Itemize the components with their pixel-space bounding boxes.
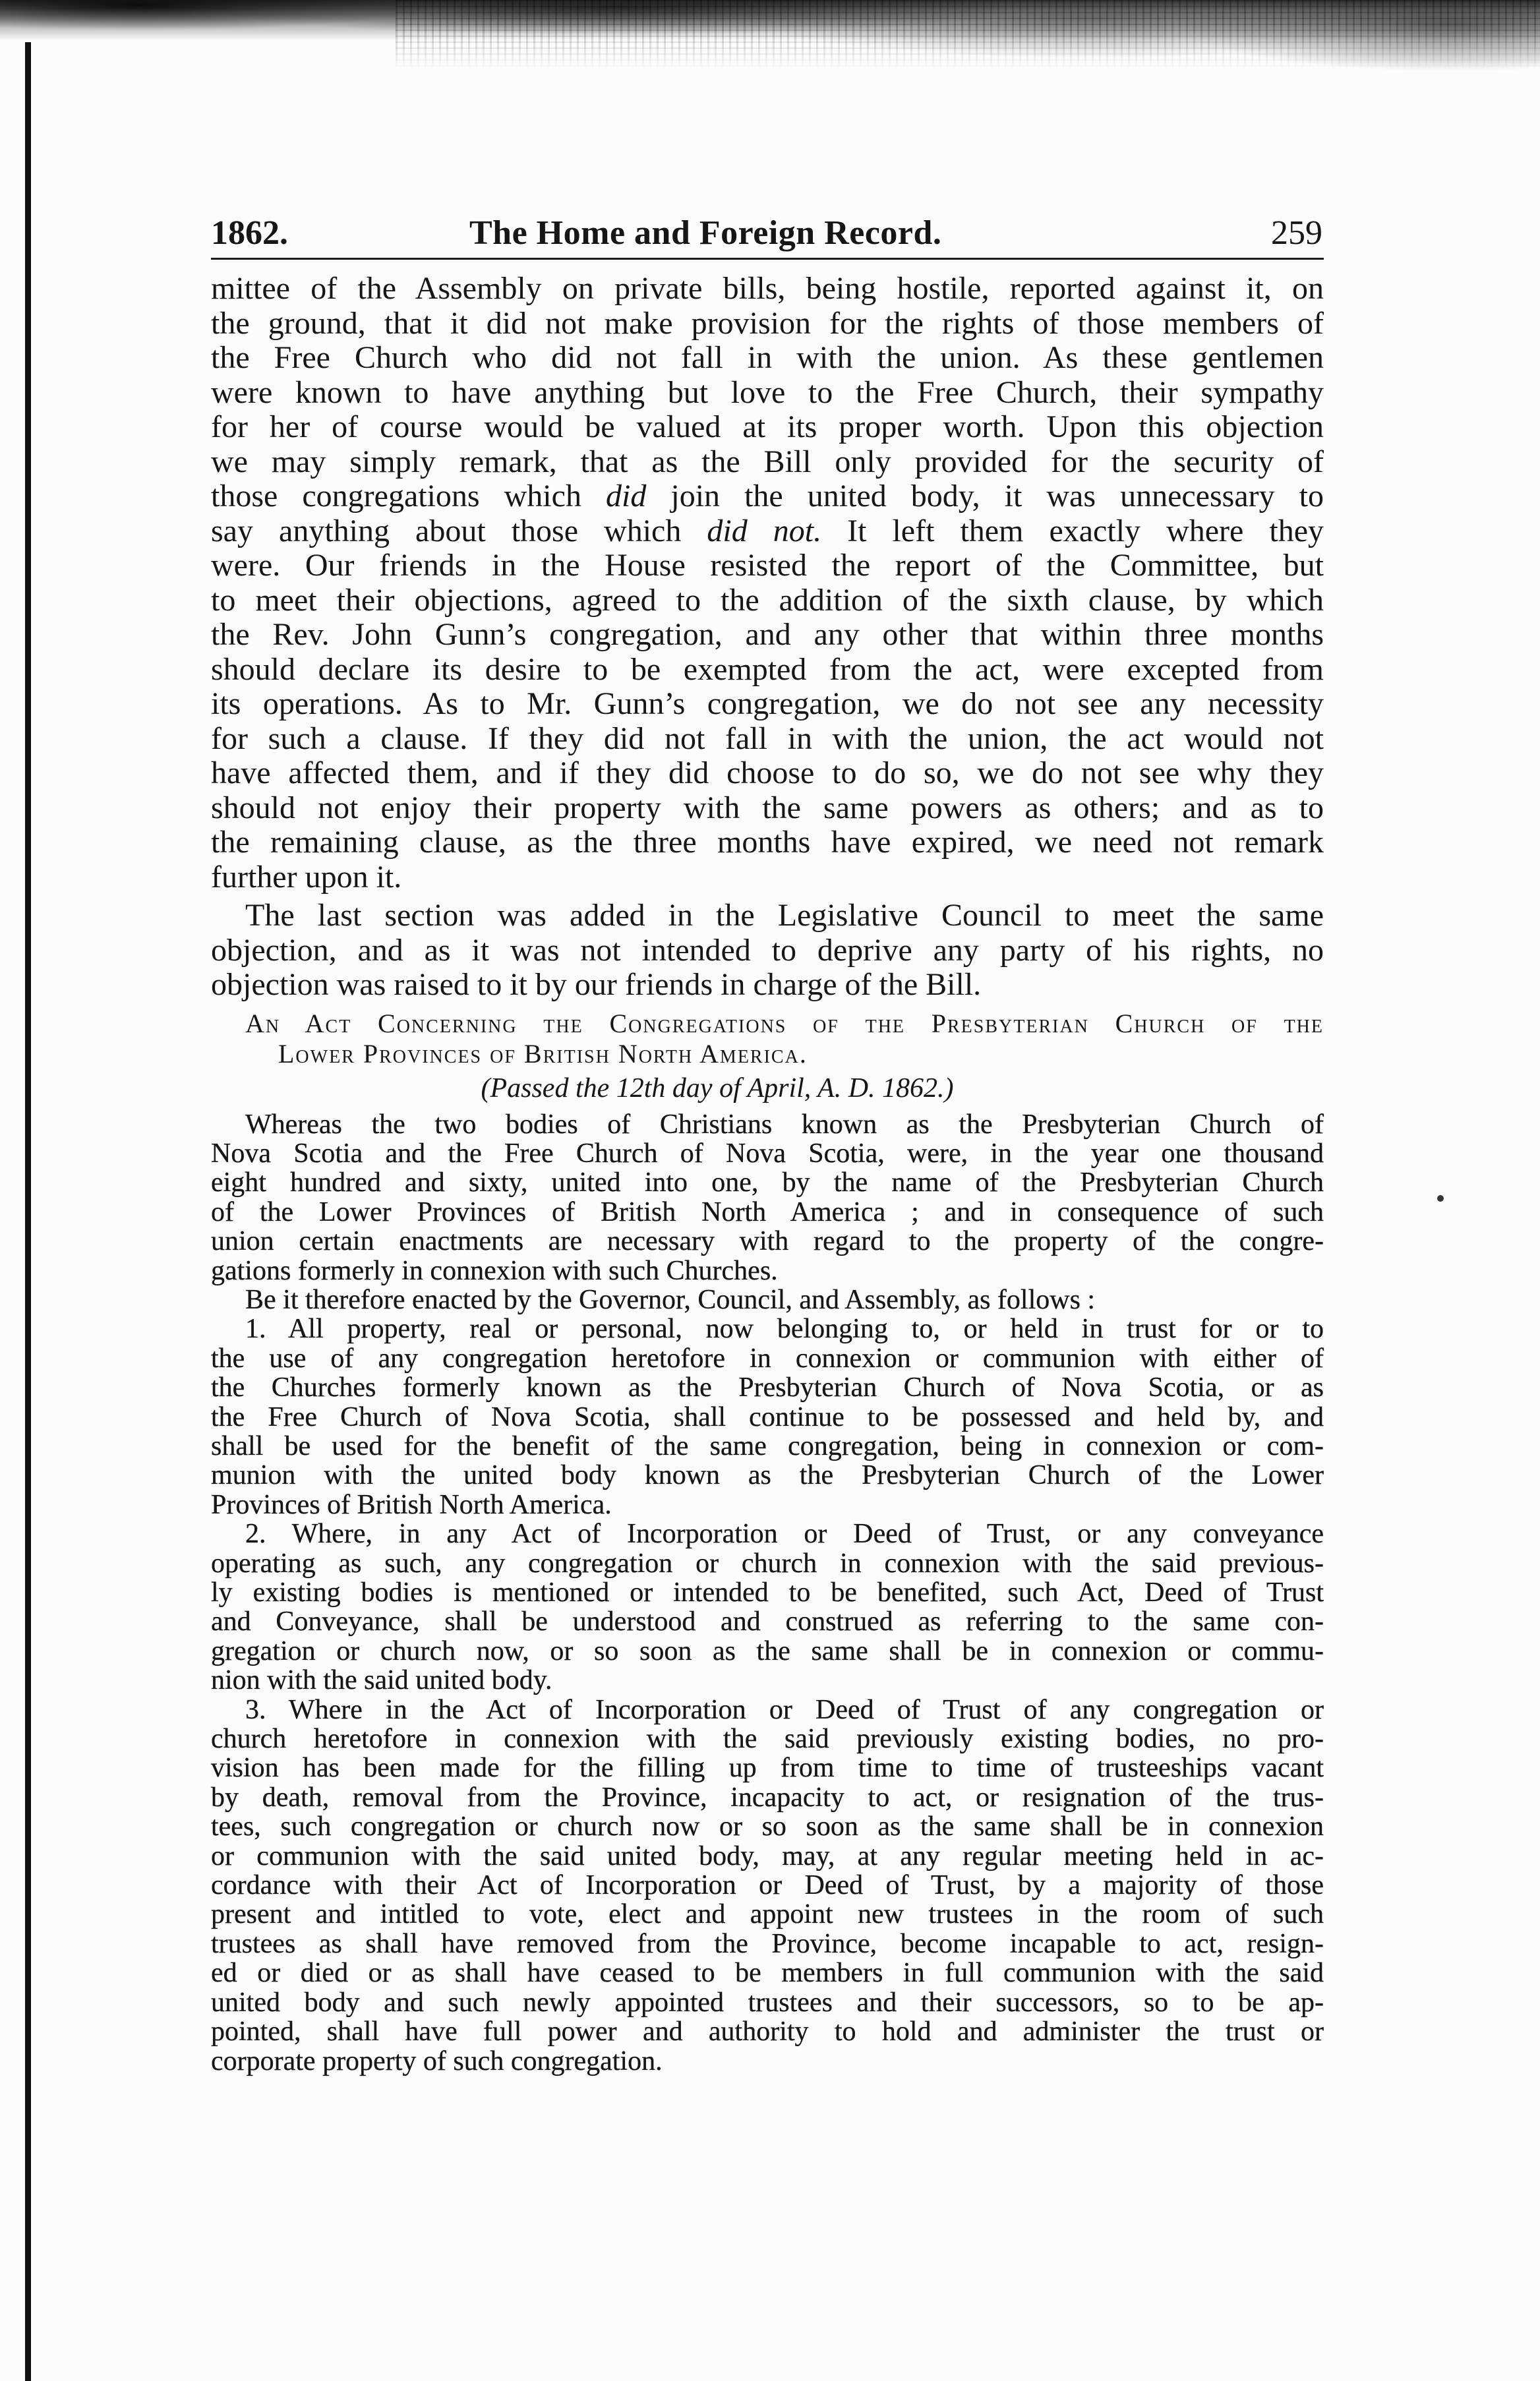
text-line — [211, 514, 1324, 549]
text-column — [211, 272, 1324, 2076]
act-passed-date: (Passed the 12th day of April, A. D. 1862.) — [481, 1073, 954, 1103]
text-line: the Rev. John Gunn’s congregation, and any other that within three months — [211, 617, 1324, 652]
text-line: Nova Scotia and the Free Church of Nova Scotia, were, in the year one thousand — [211, 1138, 1324, 1169]
text-line: Provinces of British North America. — [211, 1489, 612, 1520]
scan-binding-line — [25, 42, 31, 2381]
text-line: munion with the united body known as the Presbyterian Church of the Lower — [211, 1460, 1324, 1491]
text-run: those congregations which — [211, 479, 606, 514]
continued-paragraph — [211, 272, 1324, 895]
text-line: the Free Church of Nova Scotia, shall continue to be possessed and held by, and — [211, 1401, 1324, 1432]
text-line — [211, 479, 1324, 514]
text-line: Lower Provinces of British North America. — [278, 1038, 808, 1069]
ink-speck — [1437, 1195, 1444, 1202]
text-line: we may simply remark, that as the Bill only provided for the security of — [211, 444, 1324, 479]
text-line: the ground, that it did not make provision for the rights of those members of — [211, 305, 1324, 341]
text-line: the remaining clause, as the three months have expired, we need not remark — [211, 825, 1324, 860]
text-line: for her of course would be valued at its proper worth. Upon this objection — [211, 409, 1324, 444]
text-line: trustees as shall have removed from the Province, become incapable to act, resign- — [211, 1928, 1324, 1959]
text-line: the use of any congregation heretofore in connexion or communion with either of — [211, 1343, 1324, 1374]
text-line: by death, removal from the Province, incapacity to act, or resignation of the trus- — [211, 1782, 1324, 1813]
text-line: vision has been made for the filling up from time to time of trusteeships vacant — [211, 1753, 1324, 1784]
text-line: ed or died or as shall have ceased to be members in full communion with the said — [211, 1958, 1324, 1989]
text-line: the Free Church who did not fall in with the union. As these gentlemen — [211, 340, 1324, 375]
text-line: 2. Where, in any Act of Incorporation or Deed of Trust, or any conveyance — [245, 1519, 1324, 1550]
scan-noise — [396, 0, 1540, 73]
text-line: An Act Concerning the Congregations of the Presbyterian Church of the — [245, 1008, 1324, 1038]
text-line: corporate property of such congregation. — [211, 2045, 663, 2076]
act-section-2 — [211, 1519, 1324, 1695]
text-line: mittee of the Assembly on private bills, being hostile, reported against it, on — [211, 271, 1324, 306]
act-body — [211, 1110, 1324, 2076]
text-line: its operations. As to Mr. Gunn’s congregation, we do not see any necessity — [211, 686, 1324, 721]
text-line: to meet their objections, agreed to the addition of the sixth clause, by which — [211, 582, 1324, 618]
text-run: join the united body, it was unnecessary to — [646, 479, 1324, 514]
text-line: cordance with their Act of Incorporation or Deed of Trust, by a majority of those — [211, 1870, 1324, 1901]
text-line: church heretofore in connexion with the said previously existing bodies, no pro- — [211, 1724, 1324, 1755]
text-line: nion with the said united body. — [211, 1665, 552, 1696]
act-title — [211, 1009, 1324, 1069]
text-line: operating as such, any congregation or church in connexion with the said previous- — [211, 1548, 1324, 1579]
text-line: Be it therefore enacted by the Governor, Council, and Assembly, as follows : — [245, 1284, 1096, 1315]
text-line: shall be used for the benefit of the same congregation, being in connexion or com- — [211, 1430, 1324, 1461]
text-line: were known to have anything but love to the Free Church, their sympathy — [211, 374, 1324, 410]
text-line: or communion with the said united body, may, at any regular meeting held in ac- — [211, 1840, 1324, 1871]
paragraph-last-section — [211, 898, 1324, 1003]
text-line: pointed, shall have full power and authority to hold and administer the trust or — [211, 2016, 1324, 2047]
text-line: were. Our friends in the House resisted the report of the Committee, but — [211, 548, 1324, 583]
text-line: union certain enactments are necessary with regard to the property of the congre- — [211, 1226, 1324, 1257]
act-section-1 — [211, 1314, 1324, 1519]
text-line: gations formerly in connexion with such Churches. — [211, 1255, 778, 1286]
header-year: 1862. — [211, 214, 288, 252]
text-line: Whereas the two bodies of Christians known as the Presbyterian Church of — [245, 1109, 1324, 1140]
text-line: gregation or church now, or so soon as the same shall be in connexion or commu- — [211, 1635, 1324, 1666]
act-enacting-clause — [211, 1285, 1324, 1314]
text-line: should declare its desire to be exempted from the act, were excepted from — [211, 651, 1324, 687]
journal-title: The Home and Foreign Record. — [469, 214, 942, 252]
act-section-3 — [211, 1695, 1324, 2076]
header-rule — [211, 258, 1324, 260]
text-line: the Churches formerly known as the Presbyterian Church of Nova Scotia, or as — [211, 1372, 1324, 1403]
text-line: 3. Where in the Act of Incorporation or Deed of Trust of any congregation or — [245, 1694, 1324, 1725]
text-line: of the Lower Provinces of British North America ; and in consequence of such — [211, 1196, 1324, 1227]
text-line: 1. All property, real or personal, now belonging to, or held in trust for or to — [245, 1314, 1324, 1345]
text-line: should not enjoy their property with the same powers as others; and as to — [211, 790, 1324, 825]
emphasis-text: did not. — [707, 513, 822, 548]
text-line: tees, such congregation or church now or so soon as the same shall be in connexion — [211, 1811, 1324, 1842]
act-preamble — [211, 1110, 1324, 1285]
emphasis-text: did — [605, 479, 647, 514]
text-line: further upon it. — [211, 859, 402, 895]
page-number: 259 — [1271, 214, 1322, 252]
text-line: ly existing bodies is mentioned or intended to be benefited, such Act, Deed of Trust — [211, 1577, 1324, 1608]
text-line: objection was raised to it by our friends in charge of the Bill. — [211, 967, 982, 1002]
text-line: have affected them, and if they did choose to do so, we do not see why they — [211, 755, 1324, 790]
text-line: present and intitled to vote, elect and appoint new trustees in the room of such — [211, 1899, 1324, 1930]
text-line: objection, and as it was not intended to deprive any party of his rights, no — [211, 932, 1324, 968]
text-line: for such a clause. If they did not fall in with the union, the act would not — [211, 720, 1324, 756]
text-line: The last section was added in the Legislative Council to meet the same — [245, 898, 1324, 933]
text-run: say anything about those which — [211, 513, 707, 548]
text-line: eight hundred and sixty, united into one, by the name of the Presbyterian Church — [211, 1167, 1324, 1198]
text-line: and Conveyance, shall be understood and construed as referring to the same con- — [211, 1606, 1324, 1637]
text-run: It left them exactly where they — [821, 513, 1324, 548]
text-line: united body and such newly appointed trustees and their successors, so to be ap- — [211, 1987, 1324, 2018]
